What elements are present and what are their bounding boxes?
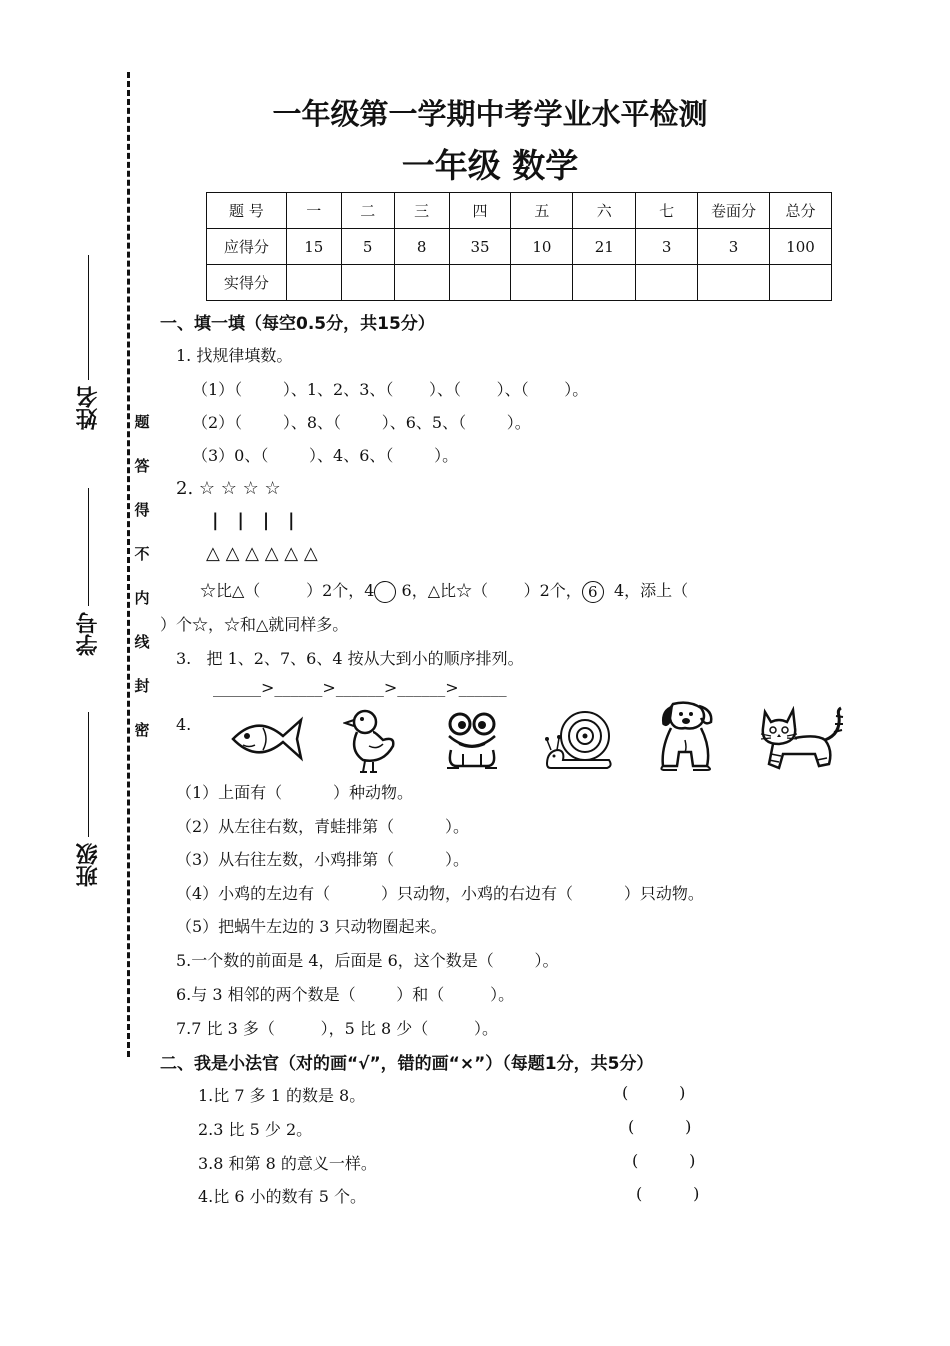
points-cell: 15	[286, 229, 341, 265]
q1-stem: 1. 找规律填数。	[176, 346, 293, 365]
column-header: 三	[394, 193, 449, 229]
table-row	[207, 265, 832, 301]
score-input-cell[interactable]	[573, 265, 636, 301]
score-input-cell[interactable]	[449, 265, 511, 301]
seal-char: 题	[134, 413, 150, 431]
table-row	[207, 193, 832, 229]
points-cell: 3	[698, 229, 770, 265]
score-input-cell[interactable]	[341, 265, 394, 301]
binding-seal-text	[131, 400, 153, 752]
row-label: 应得分	[207, 229, 287, 265]
q1-part-a: （1）（ ）、1、2、3、（ ）、（ ）、（ ）。	[192, 380, 589, 399]
seal-char: 答	[134, 457, 150, 475]
column-header: 二	[341, 193, 394, 229]
row-label: 题 号	[207, 193, 287, 229]
score-table	[206, 192, 832, 301]
q5: 5.一个数的前面是 4，后面是 6，这个数是（ ）。	[176, 951, 559, 970]
section1-heading: 一、填一填（每空0.5分，共15分）	[160, 314, 435, 334]
judge-item-4: 4.比 6 小的数有 5 个。	[198, 1187, 366, 1206]
points-cell: 100	[769, 229, 831, 265]
q2-stars: 2. ☆ ☆ ☆ ☆	[176, 478, 281, 499]
column-header: 四	[449, 193, 511, 229]
column-header: 五	[511, 193, 573, 229]
score-input-cell[interactable]	[394, 265, 449, 301]
seal-char: 得	[134, 501, 150, 519]
student-id-label: 学号	[75, 612, 101, 656]
frog-icon	[443, 710, 501, 772]
q2-bars: | | | |	[212, 510, 295, 531]
q2-text-b: 6，△比☆（ ）2个，	[396, 581, 582, 600]
q4-number: 4.	[176, 715, 192, 734]
q4-part-e: （5）把蜗牛左边的 3 只动物圈起来。	[176, 917, 447, 936]
q4-part-a: （1）上面有（ ）种动物。	[176, 783, 414, 802]
class-label: 班级	[75, 843, 101, 887]
fish-icon	[229, 714, 307, 764]
column-header: 七	[636, 193, 698, 229]
points-cell: 21	[573, 229, 636, 265]
score-input-cell[interactable]	[769, 265, 831, 301]
judge-blank-4[interactable]: ( )	[636, 1184, 700, 1203]
judge-item-2: 2.3 比 5 少 2。	[198, 1120, 313, 1139]
points-cell: 8	[394, 229, 449, 265]
judge-item-3: 3.8 和第 8 的意义一样。	[198, 1154, 377, 1173]
q4-part-c: （3）从右往左数，小鸡排第（ ）。	[176, 850, 470, 869]
student-id-field[interactable]	[68, 488, 108, 656]
section2-heading: 二、我是小法官（对的画“√”，错的画“×”）（每题1分，共5分）	[160, 1054, 654, 1074]
snail-icon	[543, 706, 615, 772]
cat-icon	[757, 706, 849, 772]
animal-pictures	[225, 700, 855, 778]
q3-stem: 3. 把 1、2、7、6、4 按从大到小的顺序排列。	[176, 649, 524, 668]
name-field[interactable]	[68, 255, 108, 430]
name-label: 姓名	[75, 386, 101, 430]
q2-text-d: ）个☆，☆和△就同样多。	[160, 615, 349, 634]
q2-comparison	[200, 578, 688, 603]
row-label: 实得分	[207, 265, 287, 301]
seal-char: 内	[134, 589, 150, 607]
judge-blank-1[interactable]: ( )	[622, 1083, 686, 1102]
compare-circle[interactable]	[374, 581, 396, 603]
table-row	[207, 229, 832, 265]
points-cell: 10	[511, 229, 573, 265]
column-header: 六	[573, 193, 636, 229]
seal-char: 不	[134, 545, 150, 563]
q6: 6.与 3 相邻的两个数是（ ）和（ ）。	[176, 985, 515, 1004]
q1-part-b: （2）（ ）、8、（ ）、6、5、（ ）。	[192, 413, 531, 432]
q4-part-d: （4）小鸡的左边有（ ）只动物，小鸡的右边有（ ）只动物。	[176, 884, 704, 903]
compare-circle-filled: 6	[582, 581, 604, 603]
seal-char: 线	[134, 633, 150, 651]
judge-item-1: 1.比 7 多 1 的数是 8。	[198, 1086, 366, 1105]
class-field[interactable]	[68, 712, 108, 887]
exam-title: 一年级第一学期中考学业水平检测	[272, 97, 708, 131]
points-cell: 3	[636, 229, 698, 265]
q1-part-c: （3）0、（ ）、4、6、（ ）。	[192, 446, 459, 465]
q7: 7.7 比 3 多（ ），5 比 8 少（ ）。	[176, 1019, 499, 1038]
q4-part-b: （2）从左往右数，青蛙排第（ ）。	[176, 817, 470, 836]
points-cell: 5	[341, 229, 394, 265]
score-input-cell[interactable]	[698, 265, 770, 301]
score-input-cell[interactable]	[636, 265, 698, 301]
judge-blank-2[interactable]: ( )	[628, 1117, 692, 1136]
score-input-cell[interactable]	[511, 265, 573, 301]
q2-text-a: ☆比△（ ）2个，4	[200, 581, 375, 600]
points-cell: 35	[449, 229, 511, 265]
chick-icon	[343, 706, 399, 776]
seal-char: 封	[134, 677, 150, 695]
column-header: 卷面分	[698, 193, 770, 229]
q2-triangles: △ △ △ △ △ △	[206, 543, 318, 564]
q2-text-c: 4，添上（	[603, 581, 689, 600]
q3-order-blanks: ______>______>______>______>______	[213, 678, 507, 697]
column-header: 总分	[769, 193, 831, 229]
exam-subtitle: 一年级 数学	[401, 146, 579, 185]
dog-icon	[655, 700, 717, 774]
seal-char: 密	[134, 721, 150, 739]
judge-blank-3[interactable]: ( )	[632, 1151, 696, 1170]
score-input-cell[interactable]	[286, 265, 341, 301]
binding-dashed-line	[127, 72, 130, 1057]
column-header: 一	[286, 193, 341, 229]
